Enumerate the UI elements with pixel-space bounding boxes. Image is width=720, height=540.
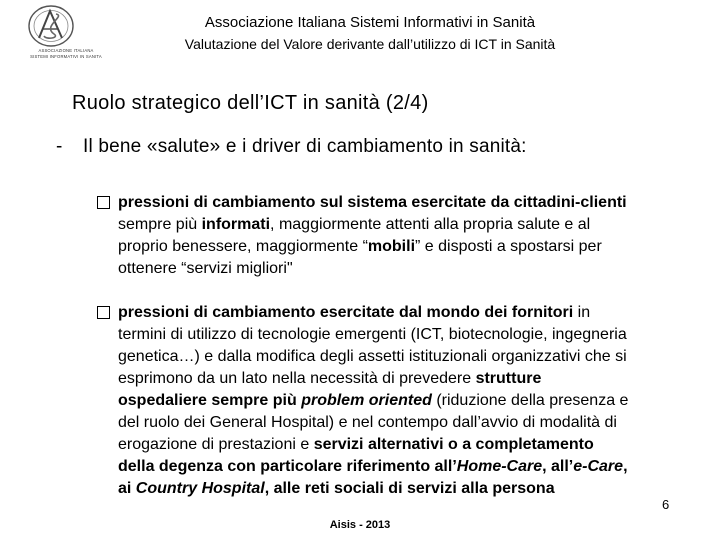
intro-line — [56, 136, 527, 158]
intro-text: Il bene «salute» e i driver di cambiamento in sanità: — [83, 136, 527, 157]
square-bullet-icon — [97, 306, 110, 319]
logo-caption: ASSOCIAZIONE ITALIANA SISTEMI INFORMATIVI IN SANITA — [30, 48, 102, 59]
bullet-suppliers — [97, 302, 697, 500]
header-subtitle: Valutazione del Valore derivante dall’utilizzo di ICT in Sanità — [184, 36, 556, 52]
header-organization: Associazione Italiana Sistemi Informativi in Sanità — [204, 14, 536, 31]
page-number: 6 — [662, 497, 670, 512]
slide-title: Ruolo strategico dell’ICT in sanità (2/4) — [72, 92, 429, 114]
square-bullet-icon — [97, 196, 110, 209]
footer-text: Aisis - 2013 — [329, 519, 391, 531]
dash-marker: - — [56, 136, 63, 157]
bullet-text: pressioni di cambiamento sul sistema esercitate da cittadini-clienti sempre più informati, maggiormente attenti alla propria salute e al proprio benessere, maggiormente “mobili” e disposti a spostarsi per ottenere “servizi migliori" — [118, 194, 627, 277]
bullet-citizens — [97, 192, 697, 280]
bullet-text: pressioni di cambiamento esercitate dal mondo dei fornitori in termini di utilizzo di tecnologie emergenti (ICT, biotecnologie, ingegneria genetica…) e dalla modifica degli assetti istituzionali organizzativi che si esprimono da un lato nella necessità di prevedere strutture ospedaliere sempre più problem oriented (riduzione della presenza e del ruolo dei General Hospital) e nel contempo dall’avvio di modalità di erogazione di prestazioni e servizi alternativi o a completamento della degenza con particolare riferimento all’Home-Care, all’e-Care, ai Country Hospital, alle reti sociali di servizi alla persona — [118, 304, 629, 497]
